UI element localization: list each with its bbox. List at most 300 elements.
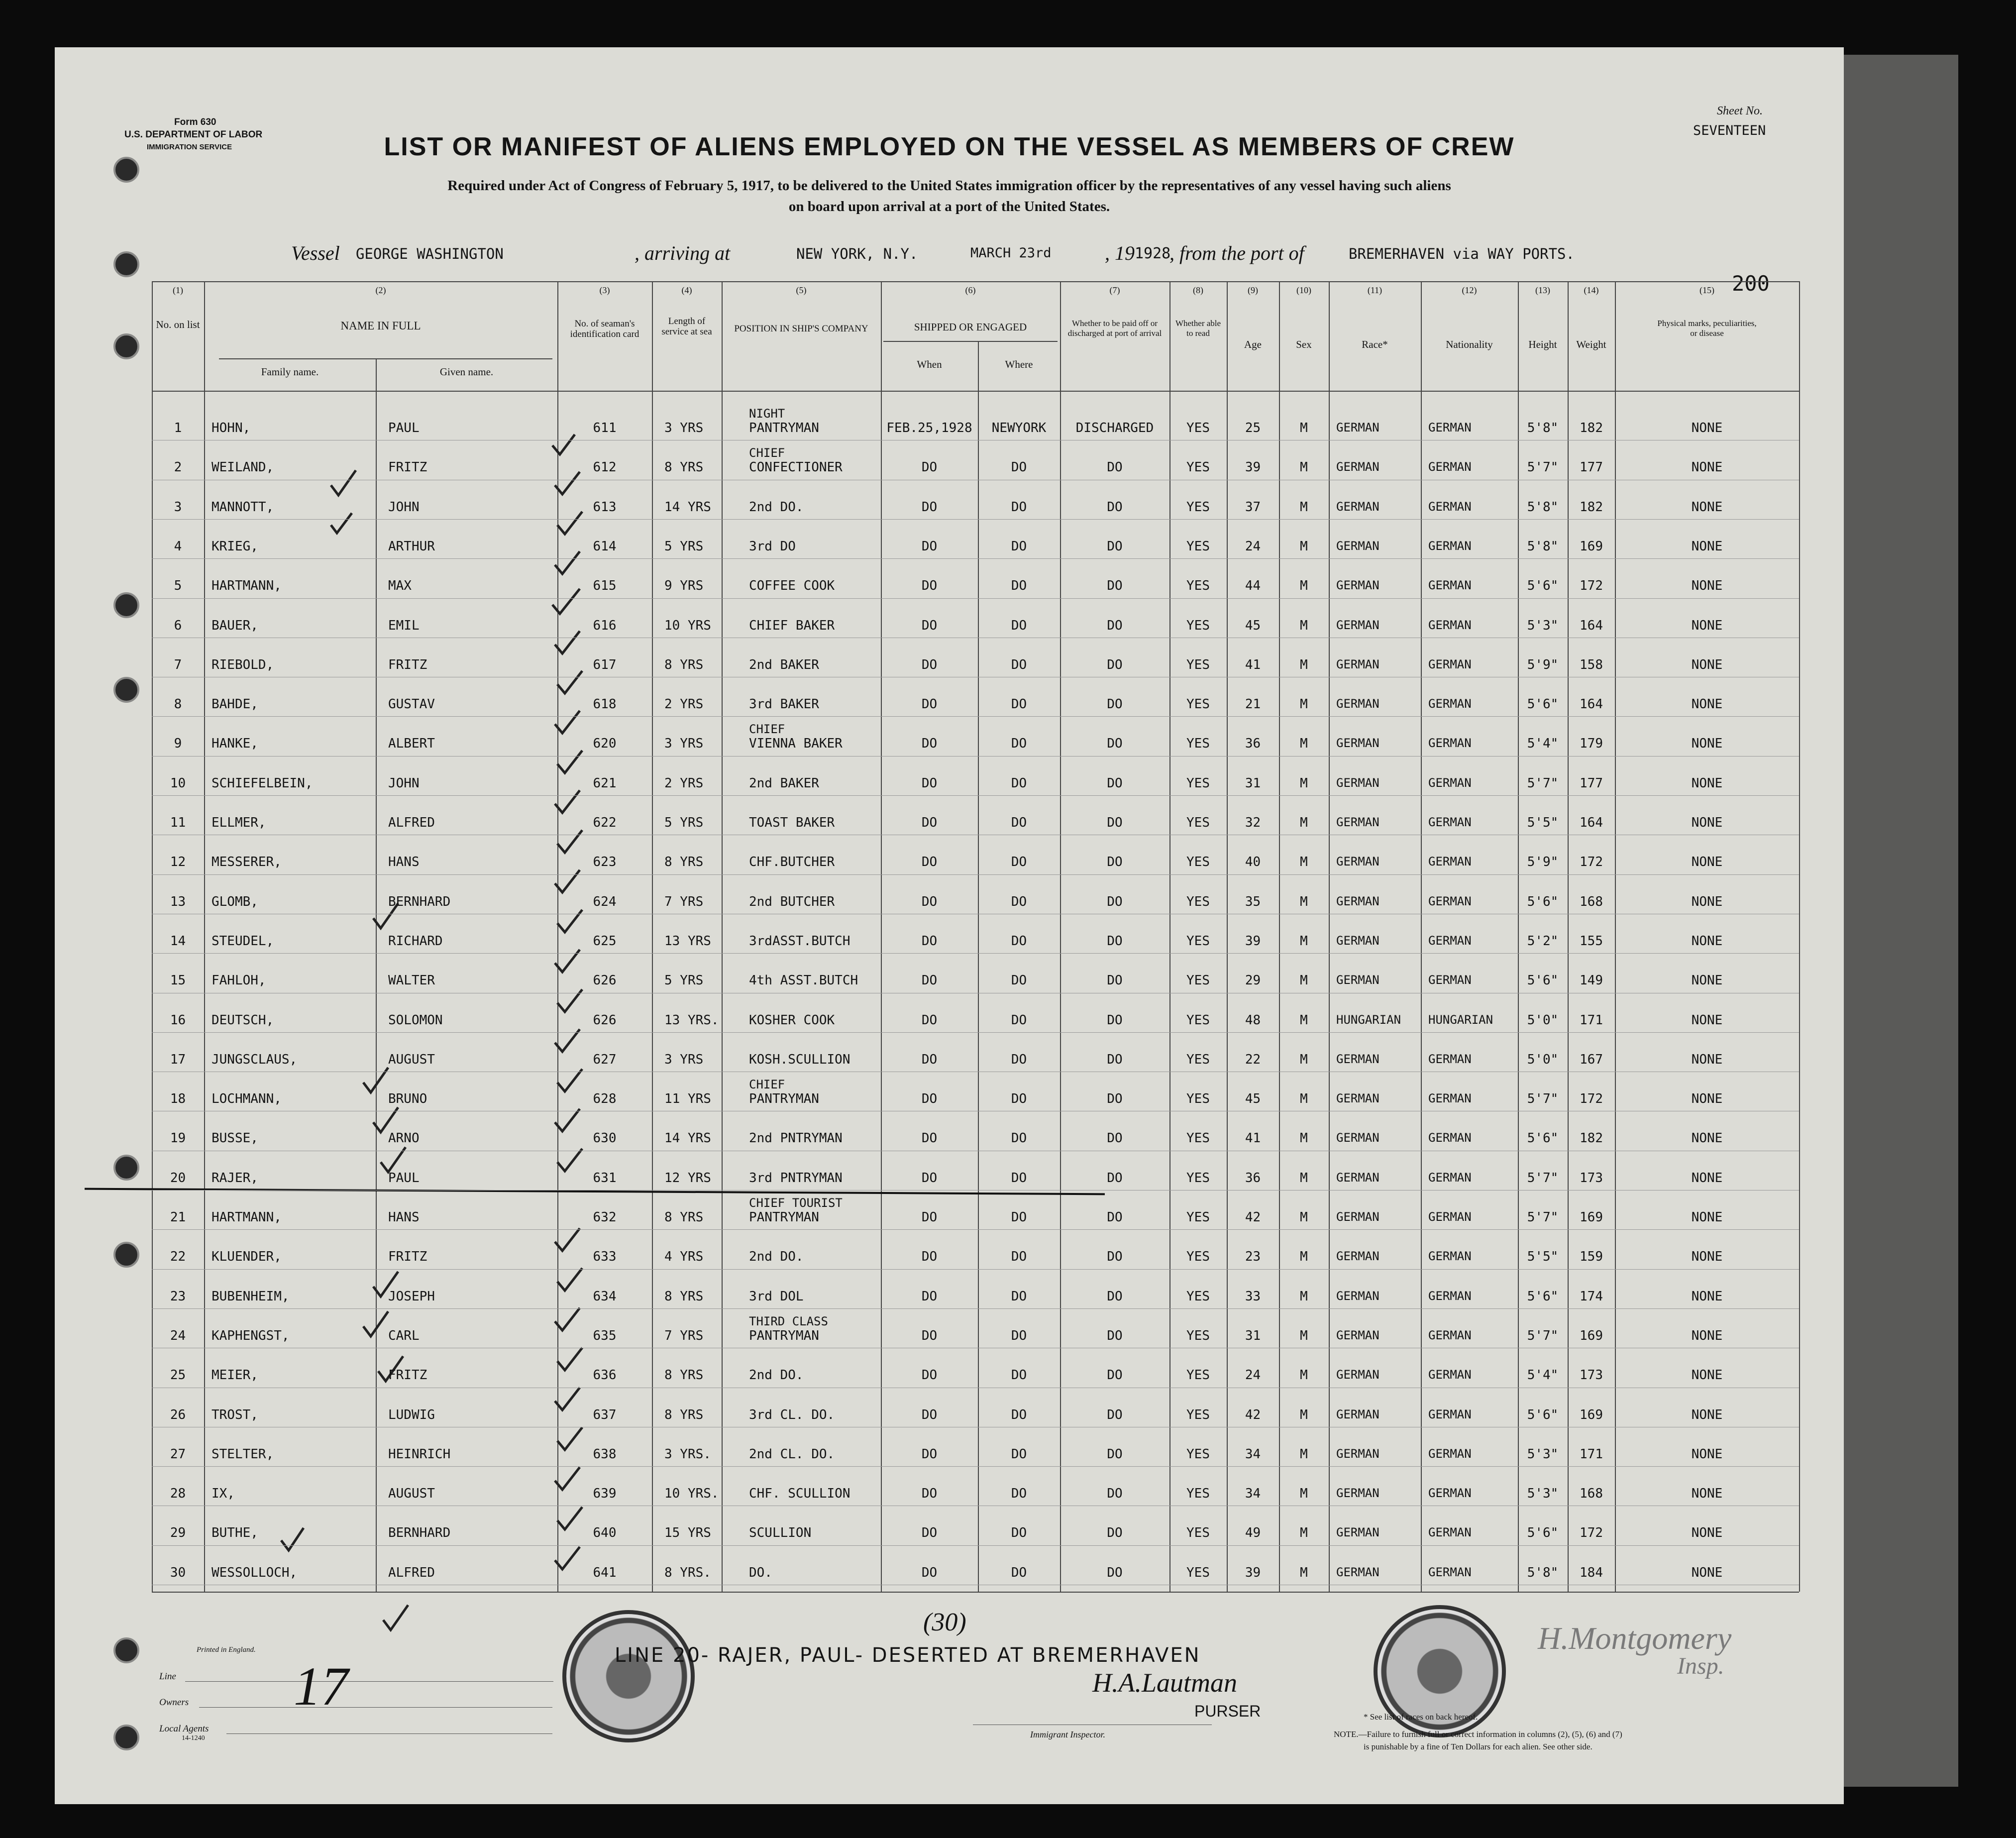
cell-no: 19 (170, 1131, 186, 1146)
cell-ht: 5'5" (1527, 815, 1559, 830)
vessel-label: Vessel (291, 242, 340, 264)
cell-marks: NONE (1691, 855, 1723, 870)
cell-paid: DO (1107, 775, 1123, 791)
cell-paid: DO (1107, 697, 1123, 712)
cell-svc: 2 YRS (664, 775, 704, 791)
position-line-1: CHIEF (749, 446, 785, 460)
cell-no: 14 (170, 933, 186, 949)
cell-sex: M (1300, 1249, 1308, 1265)
cell-paid: DO (1107, 1091, 1123, 1107)
cell-where: DO (1011, 933, 1027, 949)
cell-age: 39 (1245, 460, 1261, 475)
cell-pos2: CONFECTIONER (749, 460, 843, 475)
cell-svc: 15 YRS (664, 1525, 711, 1541)
cell-when: DO (921, 539, 938, 554)
cell-marks: NONE (1691, 933, 1723, 949)
cell-family: BAHDE, (212, 697, 258, 712)
year-prefix: , 19 (1105, 242, 1135, 264)
cell-card: 633 (593, 1249, 617, 1265)
cell-marks: NONE (1691, 1328, 1723, 1343)
cell-read: YES (1186, 1131, 1210, 1146)
cell-age: 49 (1245, 1525, 1261, 1541)
cell-pos2: 2nd BAKER (749, 657, 819, 672)
cell-age: 48 (1245, 1012, 1261, 1028)
cell-family: HANKE, (212, 736, 258, 752)
cell-wt: 155 (1580, 933, 1603, 949)
cell-given: JOSEPH (388, 1289, 435, 1304)
races-footnote: * See list of races on back hereof. (1364, 1712, 1478, 1722)
cell-marks: NONE (1691, 1368, 1723, 1383)
cell-no: 15 (170, 973, 186, 988)
cell-paid: DO (1107, 1012, 1123, 1028)
cell-marks: NONE (1691, 775, 1723, 791)
cell-where: DO (1011, 1486, 1027, 1502)
arrival-port: NEW YORK, N.Y. (796, 245, 918, 262)
cell-race: GERMAN (1336, 1249, 1379, 1264)
cell-read: YES (1186, 1328, 1210, 1343)
cell-pos2: 2nd CL. DO. (749, 1446, 835, 1462)
cell-svc: 7 YRS (664, 894, 704, 909)
purser-title: PURSER (1194, 1702, 1261, 1720)
cell-wt: 169 (1580, 1210, 1603, 1225)
cell-read: YES (1186, 1525, 1210, 1541)
cell-card: 625 (593, 933, 617, 949)
cell-no: 21 (170, 1210, 186, 1225)
cell-svc: 8 YRS (664, 855, 704, 870)
cell-ht: 5'6" (1527, 894, 1559, 909)
cell-ht: 5'6" (1527, 1525, 1559, 1541)
cell-when: DO (921, 1249, 938, 1265)
cell-ht: 5'7" (1527, 460, 1559, 475)
cell-family: MESSERER, (212, 855, 282, 870)
header-shipped: SHIPPED OR ENGAGED (914, 321, 1027, 333)
cell-pos2: 3rd CL. DO. (749, 1407, 835, 1422)
cell-when: DO (921, 1170, 938, 1186)
cell-pos2: 3rd BAKER (749, 697, 819, 712)
cell-sex: M (1300, 1131, 1308, 1146)
cell-pos2: 3rdASST.BUTCH (749, 933, 850, 949)
cell-age: 41 (1245, 657, 1261, 672)
vessel-name: GEORGE WASHINGTON (356, 245, 504, 262)
cell-where: DO (1011, 1328, 1027, 1343)
cell-svc: 4 YRS (664, 1249, 704, 1265)
cell-given: HANS (388, 855, 420, 870)
cell-svc: 2 YRS (664, 697, 704, 712)
header-where: Where (1005, 358, 1033, 370)
cell-marks: NONE (1691, 736, 1723, 752)
cell-when: DO (921, 933, 938, 949)
cell-marks: NONE (1691, 539, 1723, 554)
cell-no: 30 (170, 1565, 186, 1580)
cell-sex: M (1300, 697, 1308, 712)
cell-pos2: 3rd DOL (749, 1289, 804, 1304)
cell-read: YES (1186, 775, 1210, 791)
column-number: (11) (1367, 285, 1382, 295)
cell-age: 21 (1245, 697, 1261, 712)
cell-when: DO (921, 1289, 938, 1304)
cell-family: FAHLOH, (212, 973, 266, 988)
cell-no: 20 (170, 1170, 186, 1186)
cell-family: GLOMB, (212, 894, 258, 909)
column-number: (5) (796, 285, 807, 295)
cell-wt: 182 (1580, 499, 1603, 515)
form-number: Form 630 (174, 117, 216, 127)
cell-sex: M (1300, 973, 1308, 988)
column-number: (3) (599, 285, 610, 295)
cell-given: HEINRICH (388, 1446, 451, 1462)
cell-card: 623 (593, 855, 617, 870)
cell-family: BUBENHEIM, (212, 1289, 290, 1304)
cell-pos2: TOAST BAKER (749, 815, 835, 830)
cell-where: DO (1011, 1210, 1027, 1225)
cell-svc: 5 YRS (664, 973, 704, 988)
cell-read: YES (1186, 460, 1210, 475)
owners-label: Owners (159, 1697, 189, 1708)
cell-card: 640 (593, 1525, 617, 1541)
cell-marks: NONE (1691, 1012, 1723, 1028)
cell-given: MAX (388, 578, 412, 594)
inspector-signature-suffix: Insp. (1677, 1653, 1724, 1679)
cell-marks: NONE (1691, 1249, 1723, 1265)
cell-card: 611 (593, 421, 617, 435)
purser-signature: H.A.Lautman (1092, 1668, 1238, 1698)
cell-sex: M (1300, 1407, 1308, 1422)
cell-card: 634 (593, 1289, 617, 1304)
cell-wt: 159 (1580, 1249, 1603, 1265)
cell-given: ALFRED (388, 815, 435, 830)
cell-card: 631 (593, 1170, 617, 1186)
cell-paid: DO (1107, 1170, 1123, 1186)
cell-pos2: DO. (749, 1565, 772, 1580)
cell-sex: M (1300, 1091, 1308, 1107)
cell-given: RICHARD (388, 933, 443, 949)
cell-where: DO (1011, 815, 1027, 830)
cell-ht: 5'6" (1527, 1131, 1559, 1146)
cell-wt: 177 (1580, 460, 1603, 475)
cell-no: 8 (174, 697, 182, 712)
cell-read: YES (1186, 1249, 1210, 1265)
cell-no: 26 (170, 1407, 186, 1422)
cell-when: DO (921, 973, 938, 988)
cell-nat: GERMAN (1428, 1407, 1472, 1421)
cell-wt: 168 (1580, 1486, 1603, 1502)
cell-pos2: KOSH.SCULLION (749, 1052, 850, 1067)
header-paid-off: Whether to be paid off or discharged at port of arrival (1067, 319, 1162, 338)
cell-sex: M (1300, 1210, 1308, 1225)
cell-when: DO (921, 736, 938, 752)
cell-nat: GERMAN (1428, 618, 1472, 632)
cell-given: PAUL (388, 421, 420, 435)
cell-when: DO (921, 775, 938, 791)
cell-sex: M (1300, 499, 1308, 515)
cell-family: JUNGSCLAUS, (212, 1052, 298, 1067)
cell-pos2: 2nd DO. (749, 1368, 804, 1383)
cell-where: DO (1011, 1052, 1027, 1067)
cell-card: 632 (593, 1210, 617, 1225)
cell-where: DO (1011, 1131, 1027, 1146)
cell-svc: 13 YRS (664, 933, 711, 949)
cell-marks: NONE (1691, 499, 1723, 515)
cell-age: 31 (1245, 775, 1261, 791)
cell-wt: 173 (1580, 1368, 1603, 1383)
cell-sex: M (1300, 894, 1308, 909)
cell-pos2: CHF.BUTCHER (749, 855, 835, 870)
cell-read: YES (1186, 736, 1210, 752)
cell-read: YES (1186, 1170, 1210, 1186)
cell-race: GERMAN (1336, 1368, 1379, 1382)
cell-where: DO (1011, 1407, 1027, 1422)
column-number: (6) (965, 285, 976, 295)
cell-paid: DO (1107, 460, 1123, 475)
cell-family: HOHN, (212, 421, 251, 435)
cell-svc: 5 YRS (664, 539, 704, 554)
cell-svc: 14 YRS (664, 499, 711, 515)
cell-no: 29 (170, 1525, 186, 1541)
cell-card: 614 (593, 539, 617, 554)
cell-when: DO (921, 1012, 938, 1028)
cell-given: JOHN (388, 775, 420, 791)
cell-when: DO (921, 1525, 938, 1541)
cell-race: GERMAN (1336, 1289, 1379, 1303)
cell-where: DO (1011, 539, 1027, 554)
cell-pos2: PANTRYMAN (749, 1091, 819, 1107)
cell-wt: 184 (1580, 1565, 1603, 1580)
cell-sex: M (1300, 855, 1308, 870)
cell-card: 615 (593, 578, 617, 594)
cell-nat: GERMAN (1428, 1249, 1472, 1264)
cell-where: DO (1011, 1091, 1027, 1107)
header-height: Height (1528, 338, 1557, 350)
cell-paid: DO (1107, 1368, 1123, 1383)
cell-age: 29 (1245, 973, 1261, 988)
cell-sex: M (1300, 578, 1308, 594)
column-number: (9) (1248, 285, 1258, 295)
cell-pos2: 3rd PNTRYMAN (749, 1170, 843, 1186)
column-number: (7) (1109, 285, 1120, 295)
cell-ht: 5'6" (1527, 1407, 1559, 1422)
cell-no: 5 (174, 578, 182, 594)
cell-ht: 5'3" (1527, 1486, 1559, 1502)
cell-marks: NONE (1691, 1446, 1723, 1462)
cell-given: CARL (388, 1328, 420, 1343)
cell-wt: 171 (1580, 1012, 1603, 1028)
position-line-1: NIGHT (749, 407, 785, 421)
immigration-service: IMMIGRATION SERVICE (147, 143, 232, 151)
cell-age: 42 (1245, 1407, 1261, 1422)
cell-nat: GERMAN (1428, 1210, 1472, 1224)
local-agents-label: Local Agents (159, 1724, 209, 1734)
cell-where: DO (1011, 618, 1027, 633)
sheet-number: SEVENTEEN (1693, 123, 1766, 138)
cell-given: SOLOMON (388, 1012, 443, 1028)
cell-no: 16 (170, 1012, 186, 1028)
cell-where: DO (1011, 973, 1027, 988)
cell-race: GERMAN (1336, 1446, 1379, 1461)
cell-no: 9 (174, 736, 182, 752)
cell-given: FRITZ (388, 657, 427, 672)
arrival-date: MARCH 23rd (970, 245, 1052, 261)
cell-nat: GERMAN (1428, 421, 1472, 434)
cell-family: BUTHE, (212, 1525, 258, 1541)
cell-svc: 8 YRS (664, 1368, 704, 1383)
line-label: Line (159, 1671, 176, 1682)
cell-marks: NONE (1691, 1565, 1723, 1580)
cell-svc: 3 YRS (664, 1052, 704, 1067)
column-number: (8) (1193, 285, 1203, 295)
cell-family: TROST, (212, 1407, 258, 1422)
cell-paid: DO (1107, 539, 1123, 554)
cell-read: YES (1186, 894, 1210, 909)
cell-read: YES (1186, 973, 1210, 988)
cell-wt: 169 (1580, 1407, 1603, 1422)
cell-when: DO (921, 855, 938, 870)
cell-wt: 172 (1580, 578, 1603, 594)
cell-race: GERMAN (1336, 933, 1379, 948)
cell-race: GERMAN (1336, 1328, 1379, 1342)
cell-age: 33 (1245, 1289, 1261, 1304)
cell-sex: M (1300, 1170, 1308, 1186)
cell-ht: 5'5" (1527, 1249, 1559, 1265)
cell-race: GERMAN (1336, 1131, 1379, 1145)
cell-paid: DO (1107, 1289, 1123, 1304)
cell-read: YES (1186, 933, 1210, 949)
cell-marks: NONE (1691, 1486, 1723, 1502)
cell-family: KLUENDER, (212, 1249, 282, 1265)
cell-card: 639 (593, 1486, 617, 1502)
cell-family: WESSOLLOCH, (212, 1565, 298, 1580)
cell-card: 620 (593, 736, 617, 752)
cell-paid: DO (1107, 855, 1123, 870)
cell-where: DO (1011, 1012, 1027, 1028)
cell-svc: 5 YRS (664, 815, 704, 830)
cell-paid: DO (1107, 815, 1123, 830)
cell-wt: 182 (1580, 421, 1603, 435)
page-number: 200 (1732, 271, 1770, 296)
cell-race: GERMAN (1336, 1210, 1379, 1224)
cell-svc: 8 YRS. (664, 1565, 711, 1580)
cell-sex: M (1300, 1012, 1308, 1028)
cell-marks: NONE (1691, 1131, 1723, 1146)
cell-family: MANNOTT, (212, 499, 274, 515)
cell-marks: NONE (1691, 894, 1723, 909)
cell-where: DO (1011, 736, 1027, 752)
cell-svc: 8 YRS (664, 460, 704, 475)
cell-race: GERMAN (1336, 1407, 1379, 1421)
cell-sex: M (1300, 1289, 1308, 1304)
cell-family: WEILAND, (212, 460, 274, 475)
cell-age: 45 (1245, 618, 1261, 633)
cell-no: 6 (174, 618, 182, 633)
column-number: (13) (1535, 285, 1550, 295)
cell-race: GERMAN (1336, 460, 1379, 474)
handwritten-count: (30) (923, 1608, 966, 1636)
cell-pos2: KOSHER COOK (749, 1012, 835, 1028)
cell-paid: DO (1107, 1052, 1123, 1067)
cell-ht: 5'7" (1527, 1091, 1559, 1107)
cell-marks: NONE (1691, 460, 1723, 475)
cell-age: 45 (1245, 1091, 1261, 1107)
arrival-year: 1928 (1135, 245, 1171, 262)
column-number: (2) (375, 285, 386, 295)
cell-wt: 169 (1580, 539, 1603, 554)
header-name-in-full: NAME IN FULL (340, 320, 421, 332)
cell-read: YES (1186, 1565, 1210, 1580)
inspector-label: Immigrant Inspector. (1030, 1730, 1105, 1739)
cell-paid: DO (1107, 657, 1123, 672)
cell-svc: 3 YRS. (664, 1446, 711, 1462)
cell-family: RAJER, (212, 1170, 258, 1186)
cell-where: DO (1011, 855, 1027, 870)
form-code: 14-1240 (182, 1734, 205, 1742)
arriving-label: , arriving at (635, 242, 731, 264)
cell-no: 18 (170, 1091, 186, 1107)
cell-race: GERMAN (1336, 578, 1379, 593)
cell-paid: DO (1107, 973, 1123, 988)
cell-svc: 12 YRS (664, 1170, 711, 1186)
cell-race: GERMAN (1336, 618, 1379, 632)
cell-race: GERMAN (1336, 1170, 1379, 1185)
cell-age: 40 (1245, 855, 1261, 870)
cell-svc: 8 YRS (664, 1407, 704, 1422)
position-line-1: CHIEF (749, 1078, 785, 1092)
cell-sex: M (1300, 1368, 1308, 1383)
cell-given: BERNHARD (388, 1525, 451, 1541)
cell-family: SCHIEFELBEIN, (212, 775, 313, 791)
cell-when: DO (921, 618, 938, 633)
handwritten-sheet-number: 17 (294, 1656, 348, 1717)
cell-read: YES (1186, 815, 1210, 830)
cell-family: LOCHMANN, (212, 1091, 282, 1107)
cell-no: 7 (174, 657, 182, 672)
cell-ht: 5'7" (1527, 1210, 1559, 1225)
cell-when: DO (921, 1446, 938, 1462)
cell-where: DO (1011, 578, 1027, 594)
cell-paid: DO (1107, 736, 1123, 752)
cell-svc: 7 YRS (664, 1328, 704, 1343)
cell-paid: DO (1107, 1407, 1123, 1422)
cell-read: YES (1186, 1210, 1210, 1225)
cell-no: 28 (170, 1486, 186, 1502)
cell-marks: NONE (1691, 421, 1723, 435)
cell-race: GERMAN (1336, 1525, 1379, 1540)
cell-family: BAUER, (212, 618, 258, 633)
cell-where: DO (1011, 697, 1027, 712)
sheet-label: Sheet No. (1717, 105, 1763, 117)
cell-pos2: COFFEE COOK (749, 578, 835, 594)
cell-paid: DO (1107, 933, 1123, 949)
cell-wt: 177 (1580, 775, 1603, 791)
cell-no: 24 (170, 1328, 186, 1343)
cell-race: GERMAN (1336, 1486, 1379, 1501)
cell-marks: NONE (1691, 1052, 1723, 1067)
position-line-1: CHIEF TOURIST (749, 1196, 843, 1210)
cell-nat: HUNGARIAN (1428, 1012, 1493, 1027)
cell-race: GERMAN (1336, 736, 1379, 751)
cell-family: IX, (212, 1486, 235, 1502)
cell-when: DO (921, 657, 938, 672)
header-race: Race* (1362, 338, 1388, 350)
cell-card: 626 (593, 973, 617, 988)
cell-card: 626 (593, 1012, 617, 1028)
cell-read: YES (1186, 499, 1210, 515)
cell-race: GERMAN (1336, 894, 1379, 908)
cell-when: DO (921, 815, 938, 830)
cell-ht: 5'4" (1527, 736, 1559, 752)
cell-age: 39 (1245, 1565, 1261, 1580)
cell-no: 10 (170, 775, 186, 791)
cell-nat: GERMAN (1428, 1446, 1472, 1461)
cell-read: YES (1186, 1091, 1210, 1107)
